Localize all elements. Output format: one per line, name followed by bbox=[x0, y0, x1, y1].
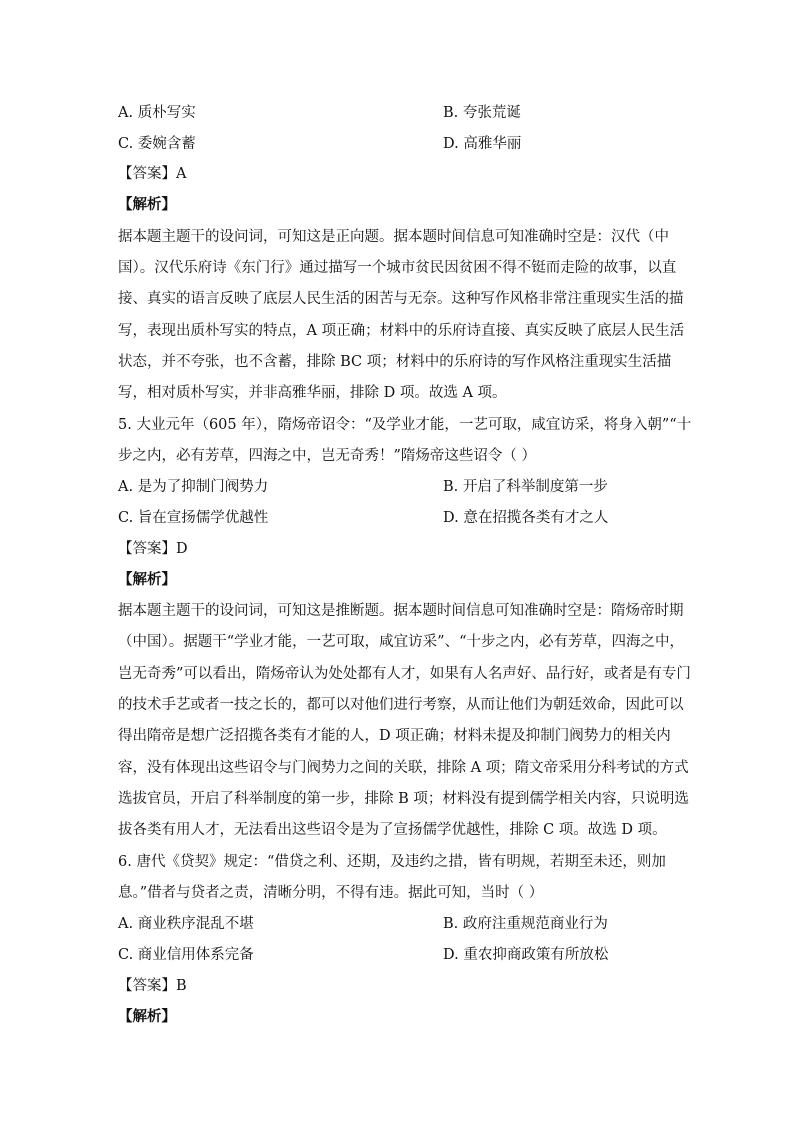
q4-analysis-line: 国）。汉代乐府诗《东门行》通过描写一个城市贫民因贫困不得不铤而走险的故事，以直 bbox=[118, 260, 677, 276]
q5-analysis-line: 的技术手艺或者一技之长的，都可以对他们进行考察，从而让他们为朝廷效命，因此可以 bbox=[118, 697, 684, 713]
q5-analysis-line: 选拔官员，开启了科举制度的第一步，排除 B 项；材料没有提到儒学相关内容，只说明选 bbox=[118, 791, 689, 807]
q4-option-a: A. 质朴写实 bbox=[118, 105, 196, 121]
q4-option-b: B. 夸张荒诞 bbox=[443, 105, 521, 121]
q5-analysis-line: 岂无奇秀”可以看出，隋炀帝认为处处都有人才，如果有人名声好、品行好，或者是有专门 bbox=[118, 666, 691, 682]
q6-answer: 【答案】B bbox=[118, 978, 187, 994]
q4-option-c: C. 委婉含蓄 bbox=[118, 136, 196, 152]
q4-analysis-label: 【解析】 bbox=[118, 196, 176, 213]
q6-stem-line: 息。”借者与贷者之责，清晰分明，不得有违。据此可知，当时（ ） bbox=[118, 885, 544, 901]
q5-option-d: D. 意在招揽各类有才之人 bbox=[443, 510, 609, 526]
q6-option-b: B. 政府注重规范商业行为 bbox=[443, 916, 608, 932]
q6-option-c: C. 商业信用体系完备 bbox=[118, 947, 254, 963]
q4-option-d: D. 高雅华丽 bbox=[443, 136, 522, 152]
q4-analysis-line: 据本题主题干的设问词，可知这是正向题。据本题时间信息可知准确时空是：汉代（中 bbox=[118, 229, 669, 245]
q5-analysis-line: 容，没有体现出这些诏令与门阀势力之间的关联，排除 A 项；隋文帝采用分科考试的方式 bbox=[118, 760, 689, 776]
q6-option-d: D. 重农抑商政策有所放松 bbox=[443, 947, 609, 963]
q6-stem-line: 6. 唐代《贷契》规定：“借贷之利、还期，及违约之措，皆有明规，若期至未还，则加 bbox=[118, 854, 666, 870]
q4-analysis-line: 接、真实的语言反映了底层人民生活的困苦与无奈。这种写作风格非常注重现实生活的描 bbox=[118, 291, 684, 307]
q5-answer: 【答案】D bbox=[118, 541, 188, 557]
q6-option-a: A. 商业秩序混乱不堪 bbox=[118, 916, 254, 932]
q5-stem-line: 步之内，必有芳草，四海之中，岂无奇秀！”隋炀帝这些诏令（ ） bbox=[118, 448, 537, 464]
q5-analysis-line: 得出隋帝是想广泛招揽各类有才能的人，D 项正确；材料未提及抑制门阀势力的相关内 bbox=[118, 728, 671, 744]
q5-analysis-line: 拔各类有用人才，无法看出这些诏令是为了宣扬儒学优越性，排除 C 项。故选 D 项。 bbox=[118, 822, 667, 838]
q6-analysis-label: 【解析】 bbox=[118, 1008, 176, 1025]
q5-analysis-line: （中国）。据题干“学业才能，一艺可取，咸宜访采”、“十步之内，必有芳草，四海之中， bbox=[118, 634, 684, 650]
q5-stem-line: 5. 大业元年（605 年），隋炀帝诏令：“及学业才能，一艺可取，咸宜访采，将身入朝”“十 bbox=[118, 417, 692, 433]
q5-analysis-label: 【解析】 bbox=[118, 571, 176, 588]
q4-analysis-line: 状态，并不夸张，也不含蓄，排除 BC 项；材料中的乐府诗的写作风格注重现实生活描 bbox=[118, 354, 672, 370]
q5-option-a: A. 是为了抑制门阀势力 bbox=[118, 479, 269, 495]
q4-analysis-line: 写，表现出质朴写实的特点，A 项正确；材料中的乐府诗直接、真实反映了底层人民生活 bbox=[118, 323, 685, 339]
q4-analysis-line: 写，相对质朴写实，并非高雅华丽，排除 D 项。故选 A 项。 bbox=[118, 385, 507, 401]
q5-option-b: B. 开启了科举制度第一步 bbox=[443, 479, 608, 495]
q5-analysis-line: 据本题主题干的设问词，可知这是推断题。据本题时间信息可知准确时空是：隋炀帝时期 bbox=[118, 603, 684, 619]
q5-option-c: C. 旨在宣扬儒学优越性 bbox=[118, 510, 269, 526]
q4-answer: 【答案】A bbox=[118, 166, 187, 182]
